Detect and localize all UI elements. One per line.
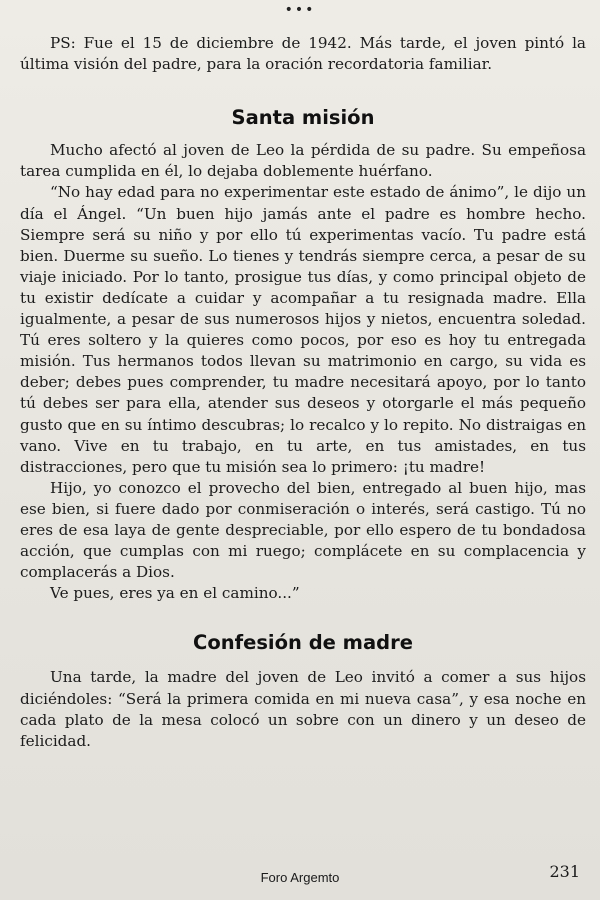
page-content — [20, 33, 586, 752]
footer-watermark-text: Foro Argemto — [260, 870, 340, 885]
section2-paragraph-1: Una tarde, la madre del joven de Leo invitó a comer a sus hijos diciéndoles: “Será la primera comida en mi nueva casa”, y esa noche en cada plato de la mesa colocó un sobre con un dinero y un deseo de felicidad. — [20, 668, 586, 750]
section1-paragraph-4: Ve pues, eres ya en el camino...” — [50, 584, 300, 603]
section1-paragraph-2: “No hay edad para no experimentar este estado de ánimo”, le dijo un día el Ángel. “Un buen hijo jamás ante el padre es hombre hecho. Siempre será su niño y por ello tú experimentas vacío. Tu padre está bien. Duerme su sueño. Lo tienes y tendrás siempre cerca, a pesar de su viaje iniciado. Por lo tanto, prosigue tus días, y como principal objeto de tu existir dedícate a cuidar y acompañar a tu resignada madre. Ella igualmente, a pesar de sus numerosos hijos y nietos, encuentra soledad. Tú eres soltero y la quieres como pocos, por eso es hoy tu entregada misión. Tus hermanos todos llevan su matrimonio en cargo, su vida es deber; debes pues comprender, tu madre necesitará apoyo, por lo tanto tú debes ser para ella, atender sus deseos y otorgarle el más pequeño gusto que en su íntimo descubras; lo recalco y lo repito. No distraigas en vano. Vive en tu trabajo, en tu arte, en tus amistades, en tus distracciones, pero que tu misión sea lo primero: ¡tu madre! — [20, 183, 586, 476]
page-number: 231 — [549, 862, 580, 881]
ps-paragraph: PS: Fue el 15 de diciembre de 1942. Más tarde, el joven pintó la última visión del padre, para la oración recordatoria familiar. — [20, 34, 586, 74]
section1-paragraph-3: Hijo, yo conozco el provecho del bien, entregado al buen hijo, mas ese bien, si fuere dado por conmiseración o interés, será castigo. Tú no eres de esa laya de gente despreciable, por ello espero de tu bondadosa acción, que cumplas con mi ruego; complácete en su complacencia y complacerás a Dios. — [20, 478, 586, 582]
section1-paragraph-1: Mucho afectó al joven de Leo la pérdida de su padre. Su empeñosa tarea cumplida en él, lo dejaba doblemente huérfano. — [20, 141, 586, 181]
ornament-dots: ••• — [284, 2, 316, 18]
section-title-confesion-de-madre: Confesión de madre — [193, 631, 413, 655]
section-title-santa-mision: Santa misión — [231, 106, 375, 130]
